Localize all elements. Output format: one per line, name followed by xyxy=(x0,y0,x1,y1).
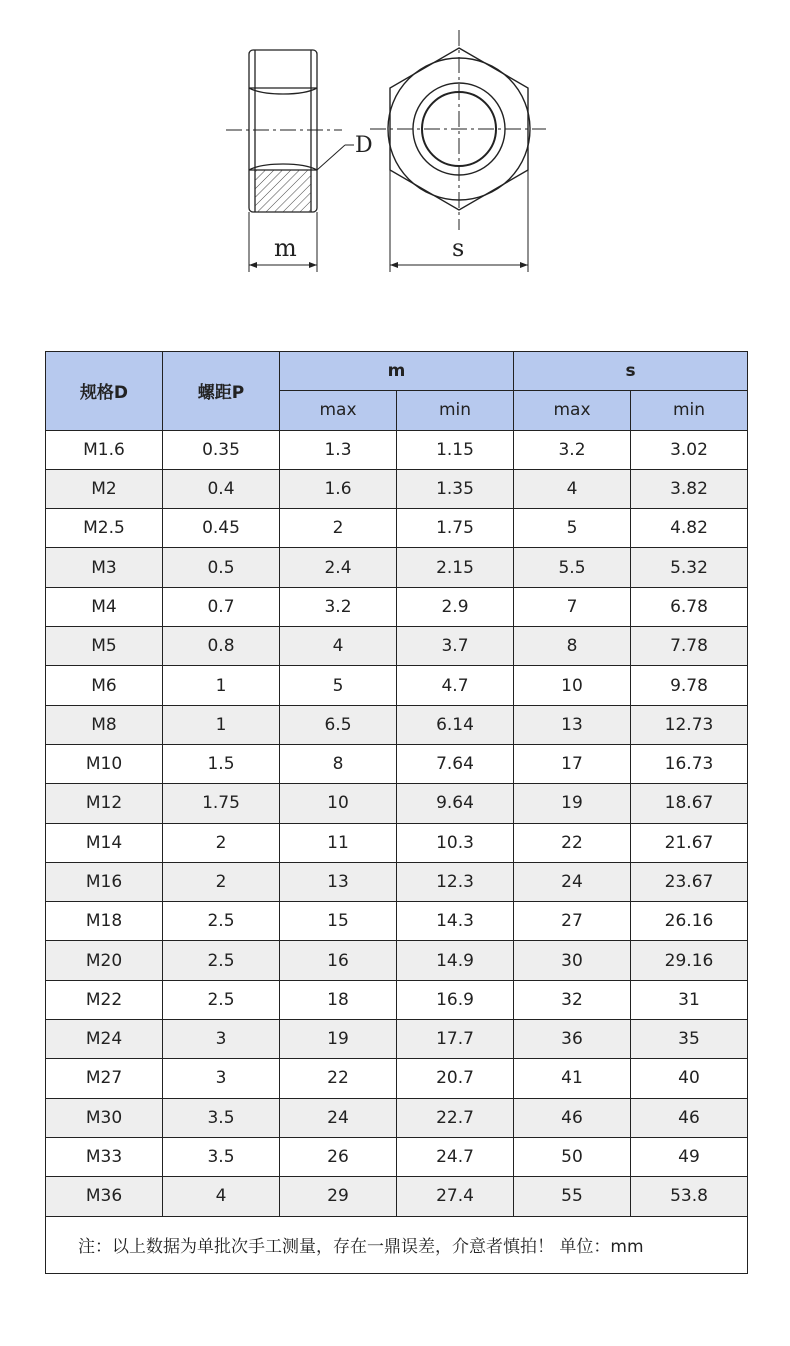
cell-spec: M24 xyxy=(46,1020,163,1059)
cell-m-min: 1.75 xyxy=(397,509,514,548)
header-pitch: 螺距P xyxy=(163,352,280,431)
cell-s-min: 12.73 xyxy=(631,705,748,744)
table-row xyxy=(46,587,748,626)
cell-s-min: 29.16 xyxy=(631,941,748,980)
cell-m-min: 1.15 xyxy=(397,430,514,469)
cell-m-max: 15 xyxy=(280,902,397,941)
label-s: s xyxy=(452,234,465,262)
cell-m-min: 16.9 xyxy=(397,980,514,1019)
cell-m-min: 14.9 xyxy=(397,941,514,980)
cell-pitch: 4 xyxy=(163,1177,280,1216)
cell-pitch: 3 xyxy=(163,1059,280,1098)
cell-s-max: 17 xyxy=(514,744,631,783)
cell-s-max: 5.5 xyxy=(514,548,631,587)
cell-m-max: 13 xyxy=(280,862,397,901)
cell-s-max: 36 xyxy=(514,1020,631,1059)
cell-s-max: 13 xyxy=(514,705,631,744)
table-row xyxy=(46,784,748,823)
cell-s-max: 22 xyxy=(514,823,631,862)
table-row xyxy=(46,941,748,980)
cell-s-min: 35 xyxy=(631,1020,748,1059)
cell-s-min: 3.82 xyxy=(631,469,748,508)
cell-pitch: 2.5 xyxy=(163,902,280,941)
cell-m-min: 24.7 xyxy=(397,1137,514,1176)
table-note: 注：以上数据为单批次手工测量，存在一鼎误差，介意者慎拍！ 单位：mm xyxy=(46,1216,748,1273)
cell-spec: M30 xyxy=(46,1098,163,1137)
header-s: s xyxy=(514,352,748,391)
cell-spec: M10 xyxy=(46,744,163,783)
cell-s-max: 4 xyxy=(514,469,631,508)
cell-s-max: 5 xyxy=(514,509,631,548)
cell-s-max: 46 xyxy=(514,1098,631,1137)
cell-s-max: 27 xyxy=(514,902,631,941)
cell-spec: M6 xyxy=(46,666,163,705)
cell-pitch: 2.5 xyxy=(163,980,280,1019)
cell-pitch: 3.5 xyxy=(163,1137,280,1176)
cell-pitch: 2.5 xyxy=(163,941,280,980)
cell-s-max: 19 xyxy=(514,784,631,823)
table-row xyxy=(46,744,748,783)
cell-spec: M2 xyxy=(46,469,163,508)
cell-m-max: 29 xyxy=(280,1177,397,1216)
hex-nut-technical-drawing xyxy=(220,20,560,280)
cell-m-max: 3.2 xyxy=(280,587,397,626)
header-m: m xyxy=(280,352,514,391)
table-row xyxy=(46,666,748,705)
cell-s-max: 7 xyxy=(514,587,631,626)
cell-m-min: 2.15 xyxy=(397,548,514,587)
cell-spec: M33 xyxy=(46,1137,163,1176)
cell-spec: M1.6 xyxy=(46,430,163,469)
cell-m-min: 10.3 xyxy=(397,823,514,862)
header-spec: 规格D xyxy=(46,352,163,431)
table-header xyxy=(46,352,748,431)
cell-m-min: 3.7 xyxy=(397,627,514,666)
cell-m-max: 1.3 xyxy=(280,430,397,469)
cell-s-min: 7.78 xyxy=(631,627,748,666)
cell-pitch: 2 xyxy=(163,823,280,862)
cell-pitch: 0.45 xyxy=(163,509,280,548)
cell-m-min: 9.64 xyxy=(397,784,514,823)
cell-s-min: 6.78 xyxy=(631,587,748,626)
spec-table xyxy=(45,351,748,1274)
cell-pitch: 3.5 xyxy=(163,1098,280,1137)
cell-pitch: 3 xyxy=(163,1020,280,1059)
cell-s-min: 46 xyxy=(631,1098,748,1137)
table-row xyxy=(46,469,748,508)
cell-spec: M4 xyxy=(46,587,163,626)
cell-spec: M18 xyxy=(46,902,163,941)
cell-s-min: 21.67 xyxy=(631,823,748,862)
cell-m-min: 6.14 xyxy=(397,705,514,744)
cell-spec: M2.5 xyxy=(46,509,163,548)
cell-s-max: 30 xyxy=(514,941,631,980)
cell-s-min: 40 xyxy=(631,1059,748,1098)
cell-s-max: 32 xyxy=(514,980,631,1019)
label-d: D xyxy=(355,133,373,158)
cell-m-max: 5 xyxy=(280,666,397,705)
table-row xyxy=(46,627,748,666)
table-row xyxy=(46,902,748,941)
table-row xyxy=(46,548,748,587)
cell-s-min: 53.8 xyxy=(631,1177,748,1216)
cell-s-max: 55 xyxy=(514,1177,631,1216)
cell-s-min: 23.67 xyxy=(631,862,748,901)
cell-m-max: 1.6 xyxy=(280,469,397,508)
table-row xyxy=(46,1059,748,1098)
cell-spec: M20 xyxy=(46,941,163,980)
cell-s-min: 16.73 xyxy=(631,744,748,783)
cell-spec: M36 xyxy=(46,1177,163,1216)
cell-m-max: 26 xyxy=(280,1137,397,1176)
header-s-min: min xyxy=(631,391,748,430)
table-row xyxy=(46,1098,748,1137)
cell-spec: M12 xyxy=(46,784,163,823)
cell-m-min: 14.3 xyxy=(397,902,514,941)
header-m-min: min xyxy=(397,391,514,430)
cell-spec: M8 xyxy=(46,705,163,744)
cell-s-min: 4.82 xyxy=(631,509,748,548)
cell-pitch: 1.75 xyxy=(163,784,280,823)
table-row xyxy=(46,509,748,548)
cell-m-max: 10 xyxy=(280,784,397,823)
cell-pitch: 1 xyxy=(163,705,280,744)
cell-s-max: 24 xyxy=(514,862,631,901)
table-row xyxy=(46,430,748,469)
cell-spec: M27 xyxy=(46,1059,163,1098)
cell-pitch: 0.8 xyxy=(163,627,280,666)
cell-s-min: 31 xyxy=(631,980,748,1019)
cell-s-min: 5.32 xyxy=(631,548,748,587)
cell-pitch: 1 xyxy=(163,666,280,705)
header-m-max: max xyxy=(280,391,397,430)
cell-s-max: 50 xyxy=(514,1137,631,1176)
cell-s-min: 26.16 xyxy=(631,902,748,941)
cell-m-max: 8 xyxy=(280,744,397,783)
cell-m-max: 2 xyxy=(280,509,397,548)
cell-m-min: 2.9 xyxy=(397,587,514,626)
table-row xyxy=(46,862,748,901)
cell-m-max: 22 xyxy=(280,1059,397,1098)
cell-spec: M16 xyxy=(46,862,163,901)
cell-pitch: 0.35 xyxy=(163,430,280,469)
cell-m-max: 2.4 xyxy=(280,548,397,587)
table-row xyxy=(46,1177,748,1216)
cell-m-min: 1.35 xyxy=(397,469,514,508)
cell-m-max: 18 xyxy=(280,980,397,1019)
cell-m-max: 19 xyxy=(280,1020,397,1059)
table-row xyxy=(46,705,748,744)
cell-s-min: 9.78 xyxy=(631,666,748,705)
table-body xyxy=(46,430,748,1216)
cell-s-min: 49 xyxy=(631,1137,748,1176)
cell-s-max: 10 xyxy=(514,666,631,705)
cell-s-max: 41 xyxy=(514,1059,631,1098)
cell-m-max: 6.5 xyxy=(280,705,397,744)
cell-pitch: 1.5 xyxy=(163,744,280,783)
cell-pitch: 0.7 xyxy=(163,587,280,626)
table-row xyxy=(46,1137,748,1176)
cell-pitch: 0.4 xyxy=(163,469,280,508)
cell-m-min: 17.7 xyxy=(397,1020,514,1059)
cell-m-min: 22.7 xyxy=(397,1098,514,1137)
cell-spec: M22 xyxy=(46,980,163,1019)
cell-m-max: 11 xyxy=(280,823,397,862)
cell-spec: M3 xyxy=(46,548,163,587)
cell-m-min: 7.64 xyxy=(397,744,514,783)
cell-m-min: 4.7 xyxy=(397,666,514,705)
cell-pitch: 0.5 xyxy=(163,548,280,587)
header-s-max: max xyxy=(514,391,631,430)
cell-s-min: 3.02 xyxy=(631,430,748,469)
cell-m-min: 12.3 xyxy=(397,862,514,901)
cell-m-max: 16 xyxy=(280,941,397,980)
cell-m-min: 20.7 xyxy=(397,1059,514,1098)
cell-s-min: 18.67 xyxy=(631,784,748,823)
cell-m-min: 27.4 xyxy=(397,1177,514,1216)
cell-s-max: 8 xyxy=(514,627,631,666)
table-row xyxy=(46,980,748,1019)
cell-spec: M5 xyxy=(46,627,163,666)
table-row xyxy=(46,1020,748,1059)
cell-m-max: 4 xyxy=(280,627,397,666)
cell-spec: M14 xyxy=(46,823,163,862)
cell-m-max: 24 xyxy=(280,1098,397,1137)
table-row xyxy=(46,823,748,862)
label-m: m xyxy=(274,234,297,262)
cell-pitch: 2 xyxy=(163,862,280,901)
cell-s-max: 3.2 xyxy=(514,430,631,469)
